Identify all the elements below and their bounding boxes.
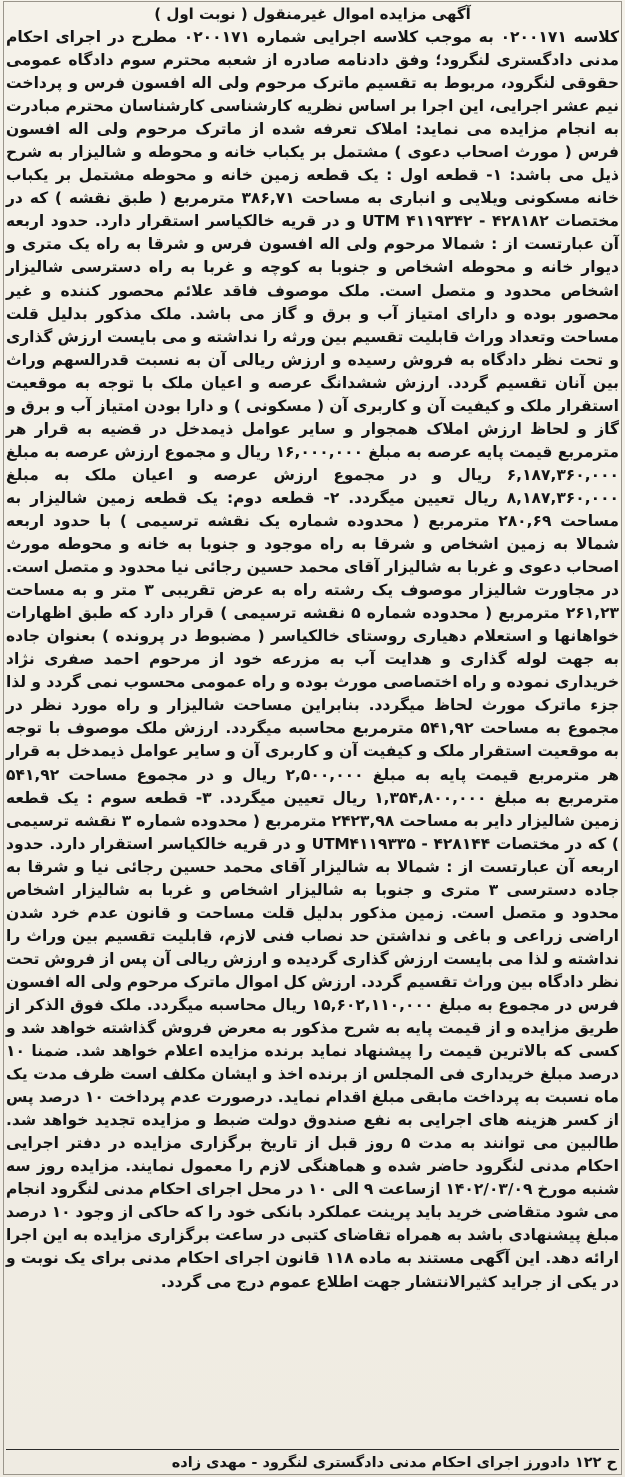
notice-body	[6, 26, 619, 1294]
footer-divider	[6, 1449, 619, 1450]
notice-paragraph: کلاسه ۰۲۰۰۱۷۱ به موجب کلاسه اجرایی شماره ۰۲۰۰۱۷۱ مطرح در اجرای احکام مدنی دادگستری لنگرود؛ وفق دادنامه صادره از شعبه محترم سوم دادگاه عمومی حقوقی لنگرود، مربوط به تقسیم ماترک مرحوم ولی اله افسون فرس و پرداخت نیم عشر اجرایی، این اجرا بر اساس نظریه کارشناسی کارشناسان محترم مبادرت به انجام مزایده می نماید: املاک تعرفه شده از ماترک مرحوم ولی اله افسون فرس ( مورث اصحاب دعوی ) مشتمل بر یکباب خانه و محوطه و شالیزار به شرح ذیل می باشد: ۱- قطعه اول : یک قطعه زمین خانه و محوطه مشتمل بر یکباب خانه مسکونی ویلایی و انباری به مساحت ۳۸۶,۷۱ مترمربع ( طبق نقشه ) که در مختصات ۴۲۸۱۸۲ - ۴۱۱۹۳۴۲ UTM و در قریه خالکیاسر استقرار دارد. حدود اربعه آن عبارتست از : شمالا مرحوم ولی اله افسون فرس و شرقا به راه یک متری و دیوار خانه و محوطه اشخاص و جنوبا به کوچه و غربا به راه دسترسی شالیزار اشخاص محدود و متصل است. ملک موصوف فاقد علائم محصور کننده و غیر محصور بوده و دارای امتیاز آب و برق و گاز می باشد. ملک مذکور بدلیل قلت مساحت وتعداد وراث قابلیت تقسیم بین ورثه را نداشته و می بایست ارزش گذاری و تحت نظر دادگاه به فروش رسیده و ارزش ریالی آن به نسبت قدرالسهم وراث بین آنان تقسیم گردد. ارزش ششدانگ عرصه و اعیان ملک با توجه به موقعیت استقرار ملک و کیفیت آن و کاربری آن ( مسکونی ) و دارا بودن امتیاز آب و برق و گاز و لحاظ ارزش املاک همجوار و سایر عوامل ذیمدخل در قضیه به قرار هر مترمربع قیمت پایه عرصه به مبلغ ۱۶,۰۰۰,۰۰۰ ریال و مجموع ارزش عرصه به مبلغ ۶,۱۸۷,۳۶۰,۰۰۰ ریال و در مجموع ارزش عرصه و اعیان ملک به مبلغ ۸,۱۸۷,۳۶۰,۰۰۰ ریال تعیین میگردد. ۲- قطعه دوم: یک قطعه زمین شالیزار به مساحت ۲۸۰,۶۹ مترمربع ( محدوده شماره یک نقشه ترسیمی ) با حدود اربعه شمالا به زمین اشخاص و شرقا به راه موجود و جنوبا به خانه و محوطه مورث اصحاب دعوی و غربا به شالیزار آقای محمد حسین رجائی نیا محدود و متصل است. در مجاورت شالیزار موصوف یک رشته راه به عرض تقریبی ۳ متر و به مساحت ۲۶۱,۲۳ مترمربع ( محدوده شماره ۵ نقشه ترسیمی ) قرار دارد که طبق اظهارات خواهانها و استعلام دهیاری روستای خالکیاسر ( مضبوط در پرونده ) بعنوان جاده به جهت لوله گذاری و هدایت آب به مزرعه خود از مرحوم احمد صفری نژاد خریداری نموده و راه اختصاصی مورث بوده و راه عمومی محسوب نمی گردد و لذا جزء ماترک مورث لحاظ میگردد. بنابراین مساحت شالیزار و راه مورد نظر در مجموع به مساحت ۵۴۱,۹۲ مترمربع محاسبه میگردد. ارزش ملک موصوف با توجه به موقعیت استقرار ملک و کیفیت آن و کاربری آن و سایر عوامل ذیمدخل به قرار هر مترمربع قیمت پایه به مبلغ ۲,۵۰۰,۰۰۰ ریال و در مجموع مساحت ۵۴۱,۹۲ مترمربع به مبلغ ۱,۳۵۴,۸۰۰,۰۰۰ ریال تعیین میگردد. ۳- قطعه سوم : یک قطعه زمین شالیزار دایر به مساحت ۲۴۲۳,۹۸ مترمربع ( محدوده شماره ۳ نقشه ترسیمی ) که در مختصات UTM۴۱۱۹۳۳۵ - ۴۲۸۱۴۴ و در قریه خالکیاسر استقرار دارد. حدود اربعه آن عبارتست از : شمالا به شالیزار آقای محمد حسین رجائی نیا و شرقا به جاده دسترسی ۳ متری و جنوبا به شالیزار اشخاص و غربا به شالیزار اشخاص محدود و متصل است. زمین مذکور بدلیل قلت مساحت و قانون عدم خرد شدن اراضی زراعی و باغی و نداشتن حد نصاب فنی لازم، قابلیت تقسیم بین وراث را نداشته و لذا می بایست ارزش گذاری گردیده و ارزش ریالی آن پس از فروش تحت نظر دادگاه بین وراث تقسیم گردد. ارزش کل اموال ماترک مرحوم ولی اله افسون فرس در مجموع به مبلغ ۱۵,۶۰۲,۱۱۰,۰۰۰ ریال محاسبه میگردد. ملک فوق الذکر از طریق مزایده و از قیمت پایه به شرح مذکور به معرض فروش گذاشته خواهد شد و کسی که بالاترین قیمت را پیشنهاد نماید برنده مزایده اعلام خواهد شد. ضمنا ۱۰ درصد مبلغ خریداری فی المجلس از برنده اخذ و ایشان مکلف است ظرف مدت یک ماه نسبت به پرداخت مابقی مبلغ اقدام نماید. درصورت عدم پرداخت ۱۰ درصد پس از کسر هزینه های اجرایی به نفع صندوق دولت ضبط و مزایده تجدید خواهد شد. طالبین می توانند به مدت ۵ روز قبل از تاریخ برگزاری مزایده در دفتر اجرایی احکام مدنی لنگرود حاضر شده و هماهنگی لازم را معمول نمایند. مزایده روز سه شنبه مورخ ۱۴۰۲/۰۳/۰۹ ازساعت ۹ الی ۱۰ در محل اجرای احکام مدنی لنگرود انجام می شود متقاضی خرید باید پرینت عملکرد بانکی خود را که حاکی از وجود ۱۰ درصد مبلغ پیشنهادی باشد به همراه تقاضای کتبی در ساعت برگزاری مزایده به این اجرا ارائه دهد. این آگهی مستند به ماده ۱۱۸ قانون اجرای احکام مدنی برای یک نوبت و در یکی از جراید کثیرالانتشار جهت اطلاع عموم درج می گردد.	[6, 28, 620, 1291]
notice-title: آگهی مزایده اموال غیرمنقول ( نوبت اول )	[154, 5, 471, 23]
notice-signature: ح ۱۲۲ دادورز اجرای احکام مدنی دادگستری لنگرود - مهدی زاده	[171, 1455, 617, 1471]
